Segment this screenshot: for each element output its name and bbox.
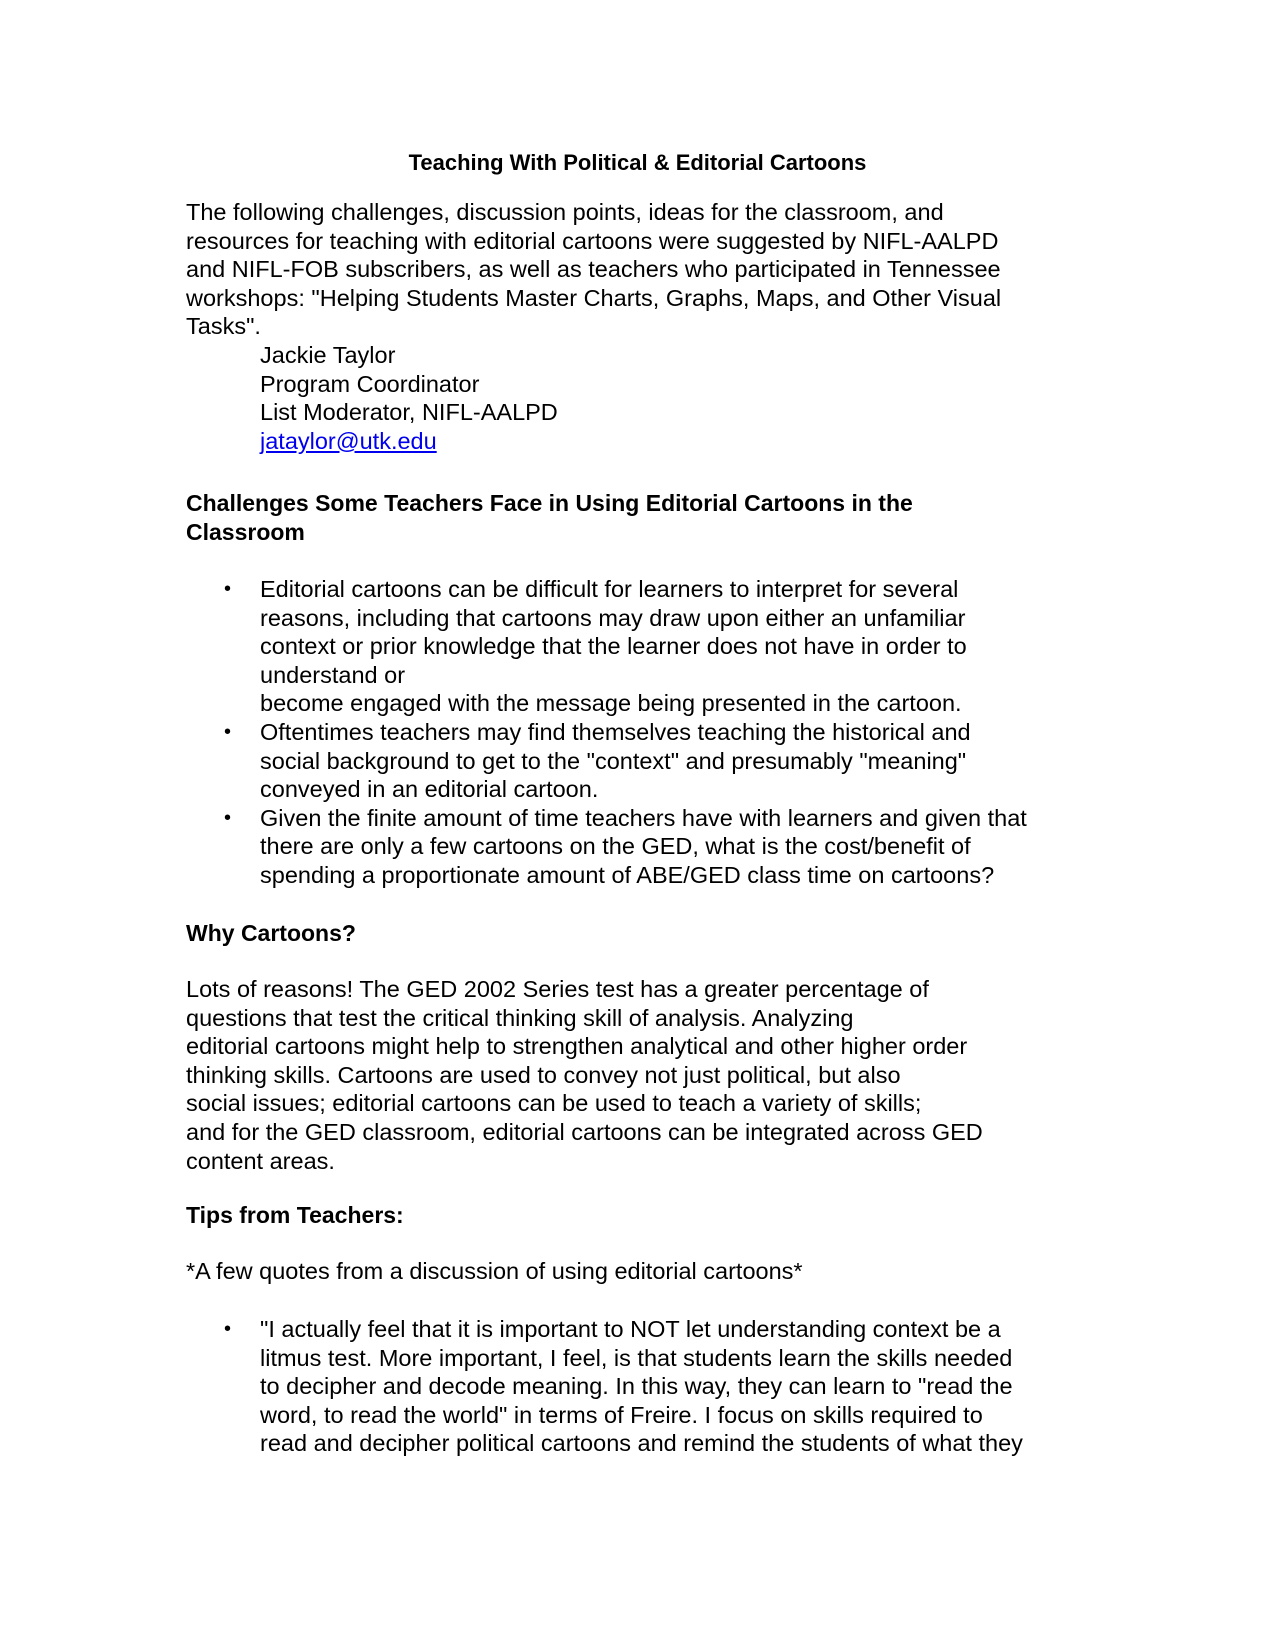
bullet-icon: • [224,720,232,743]
why-line: thinking skills. Cartoons are used to convey not just political, but also [186,1061,901,1088]
tips-subtitle: *A few quotes from a discussion of using editorial cartoons* [186,1258,803,1284]
intro-line: and NIFL-FOB subscribers, as well as teachers who participated in Tennessee [186,256,1001,283]
list-item-line: spending a proportionate amount of ABE/GED class time on cartoons? [260,861,995,888]
list-item [186,575,1027,718]
list-item-line: Editorial cartoons can be difficult for learners to interpret for several [260,576,959,602]
why-line: Lots of reasons! The GED 2002 Series test has a greater percentage of [186,976,929,1002]
why-heading: Why Cartoons? [186,920,356,946]
intro-line: The following challenges, discussion points, ideas for the classroom, and [186,199,944,225]
why-paragraph [186,975,983,1175]
bullet-icon: • [224,806,232,829]
bullet-icon: • [224,1318,232,1340]
list-item-line: to decipher and decode meaning. In this way, they can learn to "read the [260,1373,1013,1400]
challenges-list [186,575,1027,890]
list-item-line: reasons, including that cartoons may draw upon either an unfamiliar [260,604,966,631]
why-line: questions that test the critical thinking skill of analysis. Analyzing [186,1004,854,1031]
intro-paragraph [186,198,1001,455]
why-line: and for the GED classroom, editorial cartoons can be integrated across GED [186,1118,983,1145]
list-item-line: Oftentimes teachers may find themselves teaching the historical and [260,718,971,745]
list-item [186,1315,1023,1458]
list-item-line: become engaged with the message being presented in the cartoon. [260,690,962,717]
contact-moderator: List Moderator, NIFL-AALPD [260,399,558,426]
intro-line: workshops: "Helping Students Master Charts, Graphs, Maps, and Other Visual [186,284,1002,311]
list-item-line: social background to get to the "context" and presumably "meaning" [260,747,967,774]
document-title [0,149,1275,177]
list-item-line: Given the finite amount of time teachers have with learners and given that [260,804,1027,831]
list-item [186,718,1027,804]
list-item-line: read and decipher political cartoons and remind the students of what they [260,1430,1023,1457]
challenges-heading [186,489,913,546]
tips-list [186,1315,1023,1458]
why-line: editorial cartoons might help to strengthen analytical and other higher order [186,1033,968,1060]
intro-line: Tasks". [186,313,261,340]
list-item-line: there are only a few cartoons on the GED, what is the cost/benefit of [260,833,971,860]
why-line: social issues; editorial cartoons can be used to teach a variety of skills; [186,1090,922,1117]
bullet-icon: • [224,578,232,600]
list-item-line: word, to read the world" in terms of Freire. I focus on skills required to [260,1401,983,1428]
list-item-line: conveyed in an editorial cartoon. [260,776,599,803]
contact-email-link[interactable]: jataylor@utk.edu [260,427,437,454]
list-item-line: litmus test. More important, I feel, is that students learn the skills needed [260,1344,1013,1371]
document-title-text: Teaching With Political & Editorial Cartoons [408,150,867,175]
why-line: content areas. [186,1147,335,1174]
list-item-line: context or prior knowledge that the learner does not have in order to [260,633,967,660]
list-item-line: "I actually feel that it is important to NOT let understanding context be a [260,1316,1001,1342]
contact-role: Program Coordinator [260,370,480,397]
intro-line: resources for teaching with editorial cartoons were suggested by NIFL-AALPD [186,227,999,254]
contact-name: Jackie Taylor [260,341,396,368]
tips-heading: Tips from Teachers: [186,1202,404,1228]
challenges-heading-line: Classroom [186,518,305,545]
challenges-heading-line: Challenges Some Teachers Face in Using Editorial Cartoons in the [186,490,913,516]
list-item [186,804,1027,890]
list-item-line: understand or [260,661,406,688]
